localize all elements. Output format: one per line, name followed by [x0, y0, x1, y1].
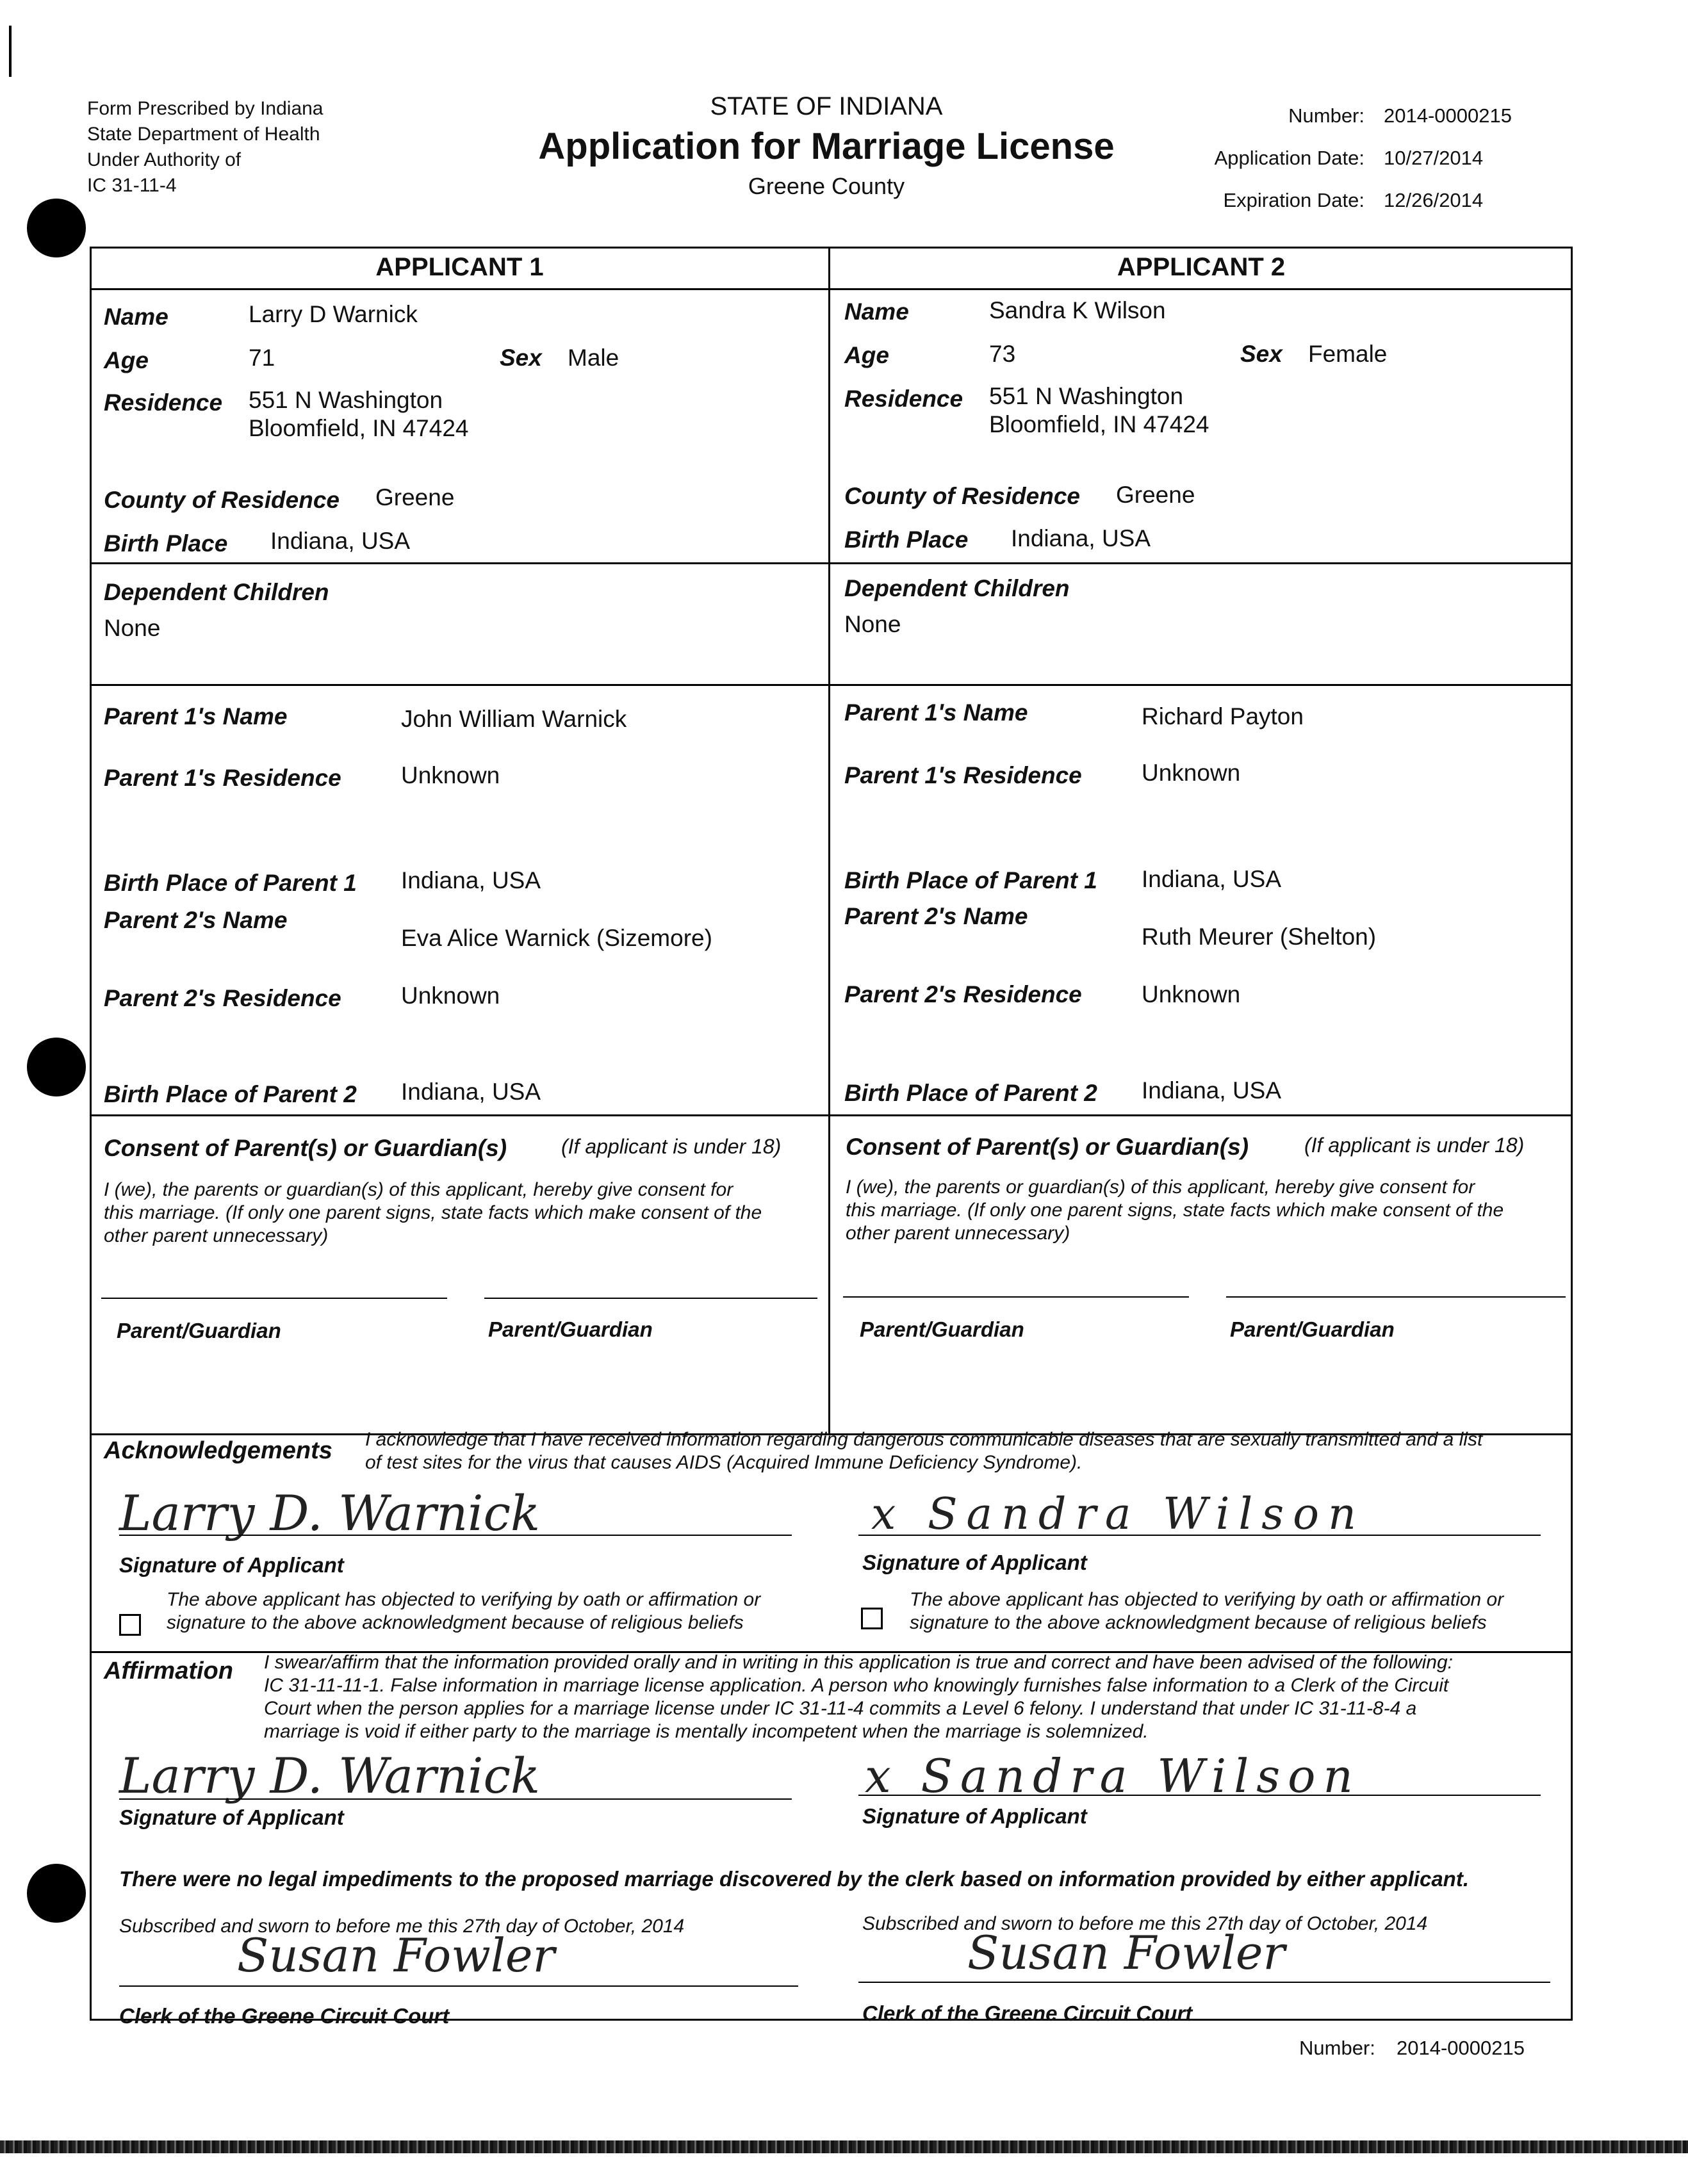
a2-guardian2-signature-line	[1226, 1296, 1566, 1298]
footer-number-value: 2014-0000215	[1397, 2037, 1525, 2059]
divider	[90, 288, 1573, 290]
margin-mark	[9, 26, 12, 77]
applicant2-heading: APPLICANT 2	[1117, 253, 1286, 281]
a2-residence-line1: 551 N Washington	[989, 383, 1184, 409]
a1-subscribed-text: Subscribed and sworn to before me this 27th day of October, 2014	[119, 1916, 685, 1937]
a1-consent-note: (If applicant is under 18)	[561, 1135, 782, 1158]
objection-text-line: The above applicant has objected to verifying by oath or affirmation or	[167, 1589, 761, 1610]
a1-parent2-name-value: Eva Alice Warnick (Sizemore)	[401, 925, 712, 951]
prescribed-line: Under Authority of	[87, 149, 242, 170]
a1-aff-signature: Larry D. Warnick	[119, 1747, 541, 1804]
punch-hole	[27, 1864, 86, 1923]
a1-clerk-signature-line	[119, 1985, 798, 1987]
a1-ack-signature-label: Signature of Applicant	[119, 1553, 344, 1577]
a1-consent-text	[104, 1178, 815, 1248]
consent-text-line: this marriage. (If only one parent signs, state facts which make consent of the	[104, 1202, 762, 1223]
a2-subscribed-text: Subscribed and sworn to before me this 27th day of October, 2014	[862, 1913, 1428, 1934]
a2-parent2-name-value: Ruth Meurer (Shelton)	[1142, 924, 1377, 950]
affirmation-title: Affirmation	[104, 1658, 233, 1684]
state-name: STATE OF INDIANA	[710, 92, 943, 120]
a2-birth-place-parent2-value: Indiana, USA	[1142, 1077, 1282, 1104]
a1-age-value: 71	[249, 345, 275, 371]
affirmation-text-line: Court when the person applies for a marriage license under IC 31-11-4 commits a Level 6 felony. I understand that under IC 31-11-8-4 a	[264, 1698, 1417, 1719]
a2-consent-note: (If applicant is under 18)	[1304, 1134, 1525, 1157]
a2-parent1-name-value: Richard Payton	[1142, 703, 1304, 729]
divider	[90, 684, 1573, 686]
a2-aff-signature-line	[858, 1795, 1541, 1796]
a2-birth-place-value: Indiana, USA	[1011, 525, 1151, 551]
a1-parent1-name-label: Parent 1's Name	[104, 703, 288, 729]
a2-objection-text	[910, 1588, 1569, 1634]
a2-parent2-residence-value: Unknown	[1142, 981, 1241, 1007]
a2-sex-value: Female	[1308, 341, 1388, 367]
consent-text-line: I (we), the parents or guardian(s) of this applicant, hereby give consent for	[846, 1177, 1475, 1198]
a2-clerk-signature-line	[858, 1982, 1550, 1983]
punch-hole	[27, 1038, 86, 1096]
a2-name-label: Name	[844, 298, 909, 325]
a1-aff-signature-label: Signature of Applicant	[119, 1805, 344, 1829]
a2-birth-place-parent2-label: Birth Place of Parent 2	[844, 1080, 1097, 1106]
a2-residence-label: Residence	[844, 386, 963, 412]
consent-text-line: other parent unnecessary)	[104, 1225, 329, 1246]
no-impediments-statement: There were no legal impediments to the proposed marriage discovered by the clerk based on information provided by either applicant.	[119, 1867, 1469, 1891]
ack-text-line: I acknowledge that I have received information regarding dangerous communicable diseases that are sexually transmitted and a list	[365, 1429, 1483, 1450]
a2-county-value: Greene	[1116, 482, 1195, 508]
a1-aff-signature-line	[119, 1798, 792, 1800]
a1-religious-objection-checkbox[interactable]	[119, 1614, 141, 1636]
number-label: Number:	[1288, 104, 1364, 127]
divider	[90, 562, 1573, 564]
objection-text-line: The above applicant has objected to verifying by oath or affirmation or	[910, 1589, 1504, 1610]
a1-name-label: Name	[104, 304, 168, 330]
a1-birth-place-parent2-value: Indiana, USA	[401, 1079, 541, 1105]
a2-dependent-children-value: None	[844, 611, 901, 637]
footer-number-label: Number:	[1299, 2037, 1375, 2059]
a1-name-value: Larry D Warnick	[249, 301, 418, 327]
a1-consent-title: Consent of Parent(s) or Guardian(s)	[104, 1135, 507, 1161]
a2-county-label: County of Residence	[844, 483, 1080, 509]
ack-text-line: of test sites for the virus that causes AIDS (Acquired Immune Deficiency Syndrome).	[365, 1452, 1083, 1473]
a1-parent2-residence-label: Parent 2's Residence	[104, 985, 341, 1011]
a2-ack-signature-line	[858, 1535, 1541, 1536]
county-name: Greene County	[748, 173, 905, 199]
header-meta-values	[1384, 95, 1576, 222]
a2-guardian2-label: Parent/Guardian	[1230, 1317, 1395, 1341]
acknowledgements-title: Acknowledgements	[104, 1437, 332, 1464]
a2-parent1-name-label: Parent 1's Name	[844, 699, 1028, 726]
a2-guardian1-signature-line	[843, 1296, 1189, 1298]
affirmation-text	[264, 1651, 1564, 1743]
a1-county-label: County of Residence	[104, 487, 340, 513]
acknowledgements-text	[365, 1428, 1569, 1474]
expiration-date-label: Expiration Date:	[1223, 189, 1364, 211]
prescribed-line: Form Prescribed by Indiana	[87, 98, 324, 119]
a2-religious-objection-checkbox[interactable]	[861, 1608, 883, 1629]
a1-sex-label: Sex	[500, 345, 542, 371]
a1-birth-place-label: Birth Place	[104, 530, 228, 557]
consent-text-line: other parent unnecessary)	[846, 1223, 1070, 1244]
affirmation-text-line: I swear/affirm that the information provided orally and in writing in this application is true and correct and have been advised of the following:	[264, 1652, 1454, 1673]
a2-age-label: Age	[844, 342, 889, 368]
a1-county-value: Greene	[375, 484, 455, 510]
scan-edge-bar	[0, 2140, 1688, 2153]
a2-clerk-label: Clerk of the Greene Circuit Court	[862, 2001, 1193, 2025]
a2-parent2-name-label: Parent 2's Name	[844, 903, 1028, 929]
a1-objection-text	[167, 1588, 807, 1634]
a1-dependent-children-label: Dependent Children	[104, 579, 329, 605]
a1-clerk-signature: Susan Fowler	[237, 1928, 555, 1982]
consent-text-line: this marriage. (If only one parent signs, state facts which make consent of the	[846, 1200, 1504, 1221]
a2-parent1-residence-label: Parent 1's Residence	[844, 762, 1082, 788]
a2-aff-signature: x Sandra Wilson	[865, 1749, 1361, 1803]
a2-birth-place-parent1-value: Indiana, USA	[1142, 866, 1282, 892]
a2-clerk-signature: Susan Fowler	[967, 1926, 1285, 1980]
a2-parent2-residence-label: Parent 2's Residence	[844, 981, 1082, 1007]
form-prescribed-block	[87, 96, 324, 199]
column-divider	[828, 247, 830, 1435]
a1-guardian2-signature-line	[484, 1298, 817, 1299]
affirmation-text-line: marriage is void if either party to the marriage is mentally incompetent when the marriage is solemnized.	[264, 1721, 1149, 1742]
a1-sex-value: Male	[568, 345, 619, 371]
a2-ack-signature: x Sandra Wilson	[871, 1489, 1365, 1540]
a2-dependent-children-label: Dependent Children	[844, 575, 1070, 601]
a2-aff-signature-label: Signature of Applicant	[862, 1804, 1087, 1828]
affirmation-text-line: IC 31-11-11-1. False information in marriage license application. A person who knowingly furnishes false information to a Clerk of the Circuit	[264, 1675, 1449, 1696]
prescribed-line: IC 31-11-4	[87, 175, 177, 196]
a1-birth-place-parent1-label: Birth Place of Parent 1	[104, 870, 357, 896]
application-date-label: Application Date:	[1214, 147, 1364, 169]
a1-residence-line1: 551 N Washington	[249, 387, 443, 413]
a2-residence-line2: Bloomfield, IN 47424	[989, 411, 1209, 437]
a1-age-label: Age	[104, 347, 149, 373]
a2-birth-place-parent1-label: Birth Place of Parent 1	[844, 867, 1097, 893]
objection-text-line: signature to the above acknowledgment because of religious beliefs	[910, 1612, 1487, 1633]
a1-residence-line2: Bloomfield, IN 47424	[249, 415, 469, 441]
expiration-date-value: 12/26/2014	[1384, 189, 1484, 211]
a1-ack-signature-line	[119, 1535, 792, 1536]
a2-consent-text	[846, 1176, 1563, 1245]
a1-residence-label: Residence	[104, 389, 223, 416]
divider	[90, 1114, 1573, 1116]
a2-consent-title: Consent of Parent(s) or Guardian(s)	[846, 1134, 1249, 1160]
application-date-value: 10/27/2014	[1384, 147, 1484, 169]
prescribed-line: State Department of Health	[87, 124, 320, 145]
punch-hole	[27, 199, 86, 257]
a1-guardian1-label: Parent/Guardian	[117, 1319, 281, 1342]
applicant1-heading: APPLICANT 1	[375, 253, 544, 281]
a2-ack-signature-label: Signature of Applicant	[862, 1551, 1087, 1574]
form-header	[500, 90, 1153, 202]
a2-birth-place-label: Birth Place	[844, 526, 969, 553]
a1-birth-place-value: Indiana, USA	[270, 528, 411, 554]
consent-text-line: I (we), the parents or guardian(s) of this applicant, hereby give consent for	[104, 1179, 733, 1200]
a2-sex-label: Sex	[1240, 341, 1282, 367]
a1-clerk-label: Clerk of the Greene Circuit Court	[119, 2004, 450, 2028]
a2-name-value: Sandra K Wilson	[989, 297, 1166, 323]
a1-ack-signature: Larry D. Warnick	[119, 1485, 541, 1542]
number-value: 2014-0000215	[1384, 104, 1512, 127]
a2-age-value: 73	[989, 341, 1016, 367]
a1-dependent-children-value: None	[104, 615, 161, 641]
a1-birth-place-parent2-label: Birth Place of Parent 2	[104, 1081, 357, 1107]
a1-parent1-name-value: John William Warnick	[401, 706, 627, 732]
a1-parent2-residence-value: Unknown	[401, 982, 500, 1009]
objection-text-line: signature to the above acknowledgment because of religious beliefs	[167, 1612, 744, 1633]
a1-parent1-residence-value: Unknown	[401, 762, 500, 788]
a1-parent2-name-label: Parent 2's Name	[104, 907, 288, 933]
a2-parent1-residence-value: Unknown	[1142, 760, 1241, 786]
a1-parent1-residence-label: Parent 1's Residence	[104, 765, 341, 791]
form-title: Application for Marriage License	[538, 126, 1115, 167]
a1-guardian1-signature-line	[101, 1298, 447, 1299]
a1-guardian2-label: Parent/Guardian	[488, 1317, 653, 1341]
a2-guardian1-label: Parent/Guardian	[860, 1317, 1024, 1341]
header-meta-labels	[1172, 95, 1364, 222]
a1-birth-place-parent1-value: Indiana, USA	[401, 867, 541, 893]
